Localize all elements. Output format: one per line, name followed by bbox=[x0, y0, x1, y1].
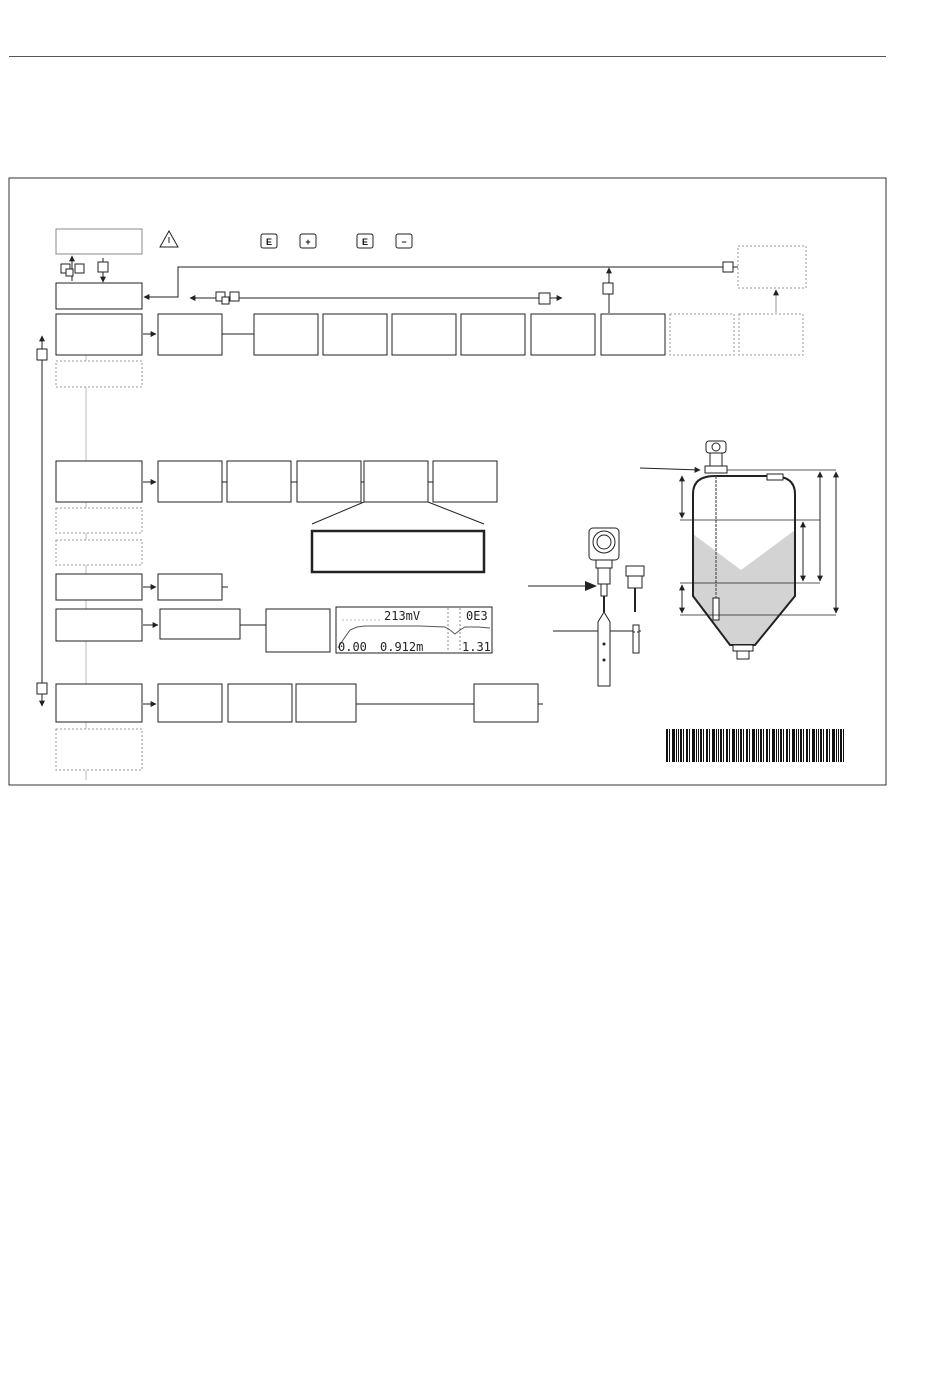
menu-box-row4 bbox=[56, 609, 142, 641]
function-box bbox=[433, 461, 497, 502]
function-box bbox=[228, 684, 292, 722]
menu-box-header bbox=[56, 283, 142, 309]
menu-box-dashed bbox=[56, 729, 142, 770]
probe-illustration bbox=[528, 528, 644, 686]
signal-readout: 213mV bbox=[384, 609, 421, 623]
function-box bbox=[323, 314, 387, 355]
key-small bbox=[603, 283, 613, 294]
e-key-icon-2 bbox=[357, 234, 373, 248]
menu-box-row5 bbox=[56, 684, 142, 722]
axis-end-label: 1.31 bbox=[462, 640, 491, 654]
barcode bbox=[666, 729, 846, 762]
plus-key-label: + bbox=[305, 237, 311, 247]
function-box bbox=[392, 314, 456, 355]
plus-key-icon bbox=[300, 234, 316, 248]
function-box bbox=[227, 461, 291, 502]
e-key-label: E bbox=[265, 237, 273, 247]
key-small bbox=[222, 297, 229, 304]
menu-box-row3 bbox=[56, 574, 142, 600]
dashed-box-top-right bbox=[738, 246, 806, 288]
envelope-curve-display bbox=[336, 607, 492, 654]
silo-illustration bbox=[640, 441, 836, 659]
function-box bbox=[158, 574, 222, 600]
function-box-dashed bbox=[670, 314, 734, 355]
key-small bbox=[723, 262, 733, 272]
function-box bbox=[461, 314, 525, 355]
function-box-dashed bbox=[739, 314, 803, 355]
menu-box-row1 bbox=[56, 314, 142, 355]
function-box bbox=[158, 461, 222, 502]
function-box bbox=[474, 684, 538, 722]
code-readout: 0E3 bbox=[466, 609, 488, 623]
menu-box-dashed bbox=[56, 540, 142, 565]
axis-mid-label: 0.912m bbox=[380, 640, 424, 654]
menu-scroll-key-up bbox=[37, 349, 47, 360]
menu-scroll-key-down bbox=[37, 683, 47, 694]
function-box bbox=[160, 609, 240, 639]
key-small bbox=[98, 262, 108, 272]
menu-box-row2 bbox=[56, 461, 142, 502]
function-box bbox=[158, 314, 222, 355]
function-box bbox=[158, 684, 222, 722]
key-small bbox=[230, 292, 239, 301]
zoom-line bbox=[428, 502, 484, 524]
function-box bbox=[297, 461, 361, 502]
function-box bbox=[531, 314, 595, 355]
key-small bbox=[75, 264, 84, 273]
menu-box-dashed bbox=[56, 508, 142, 533]
axis-start-label: 0.00 bbox=[338, 640, 367, 654]
zoom-line bbox=[312, 502, 364, 524]
minus-key-label: − bbox=[401, 237, 407, 247]
function-box bbox=[254, 314, 318, 355]
key-small bbox=[66, 269, 73, 276]
key-small bbox=[539, 293, 550, 304]
menu-box-top bbox=[56, 229, 142, 254]
warning-icon bbox=[160, 231, 178, 247]
e-key-icon bbox=[261, 234, 277, 248]
minus-key-icon bbox=[396, 234, 412, 248]
function-box bbox=[601, 314, 665, 355]
function-box bbox=[364, 461, 428, 502]
function-box bbox=[266, 609, 330, 652]
e-key-label-2: E bbox=[361, 237, 369, 247]
function-box bbox=[296, 684, 356, 722]
menu-box-dashed bbox=[56, 361, 142, 387]
display-box bbox=[312, 531, 484, 572]
